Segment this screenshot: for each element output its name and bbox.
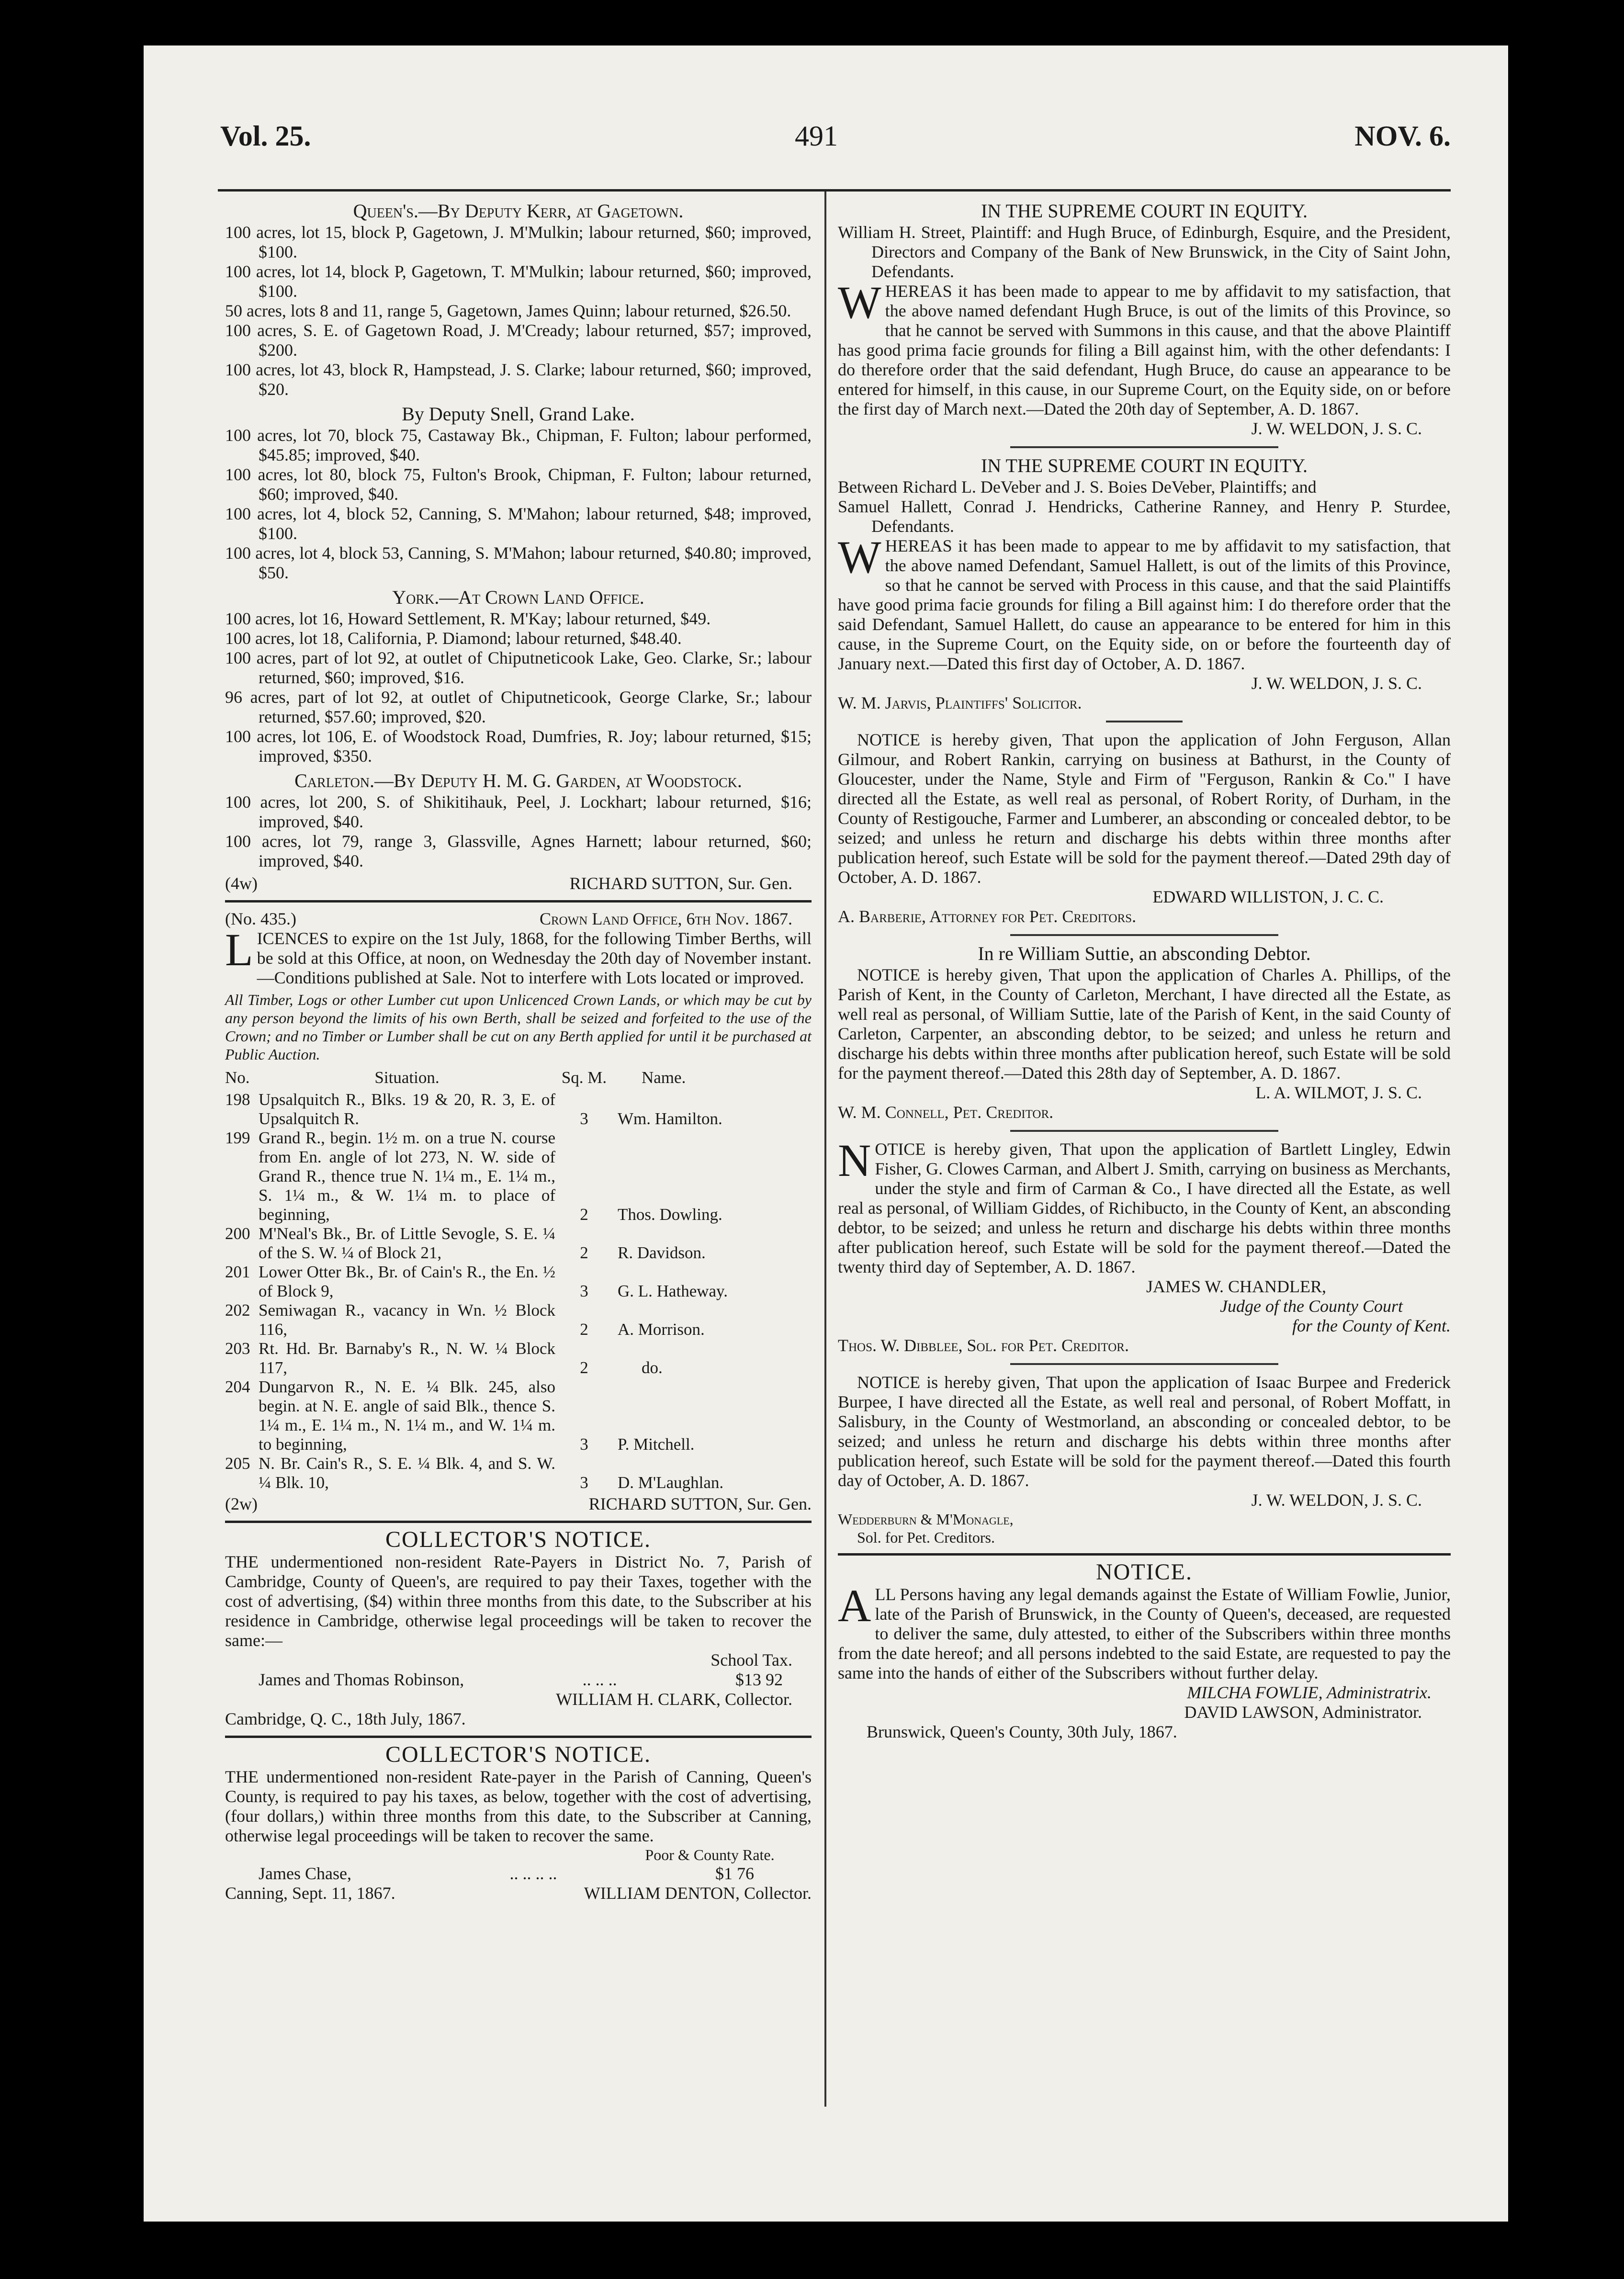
york-list: [225, 609, 812, 766]
row-no: 204: [225, 1377, 250, 1396]
collector1-place: Cambridge, Q. C., 18th July, 1867.: [225, 1709, 466, 1728]
surveyor-signature: [225, 1494, 812, 1514]
collector2-signature: WILLIAM DENTON, Collector.: [584, 1884, 812, 1903]
list-item: 96 acres, part of lot 92, at outlet of Chiputneticook, George Clarke, Sr.; labour returned, $57.60; improved, $20.: [225, 688, 812, 726]
rority-signature: EDWARD WILLISTON, J. C. C.: [1152, 887, 1384, 906]
collector1-signature: WILLIAM H. CLARK, Collector.: [556, 1690, 792, 1709]
fowlie-notice: [838, 1580, 1451, 1683]
col-name: Name.: [642, 1068, 686, 1087]
row-sq: 3: [580, 1109, 588, 1128]
giddes-notice: [838, 1135, 1451, 1277]
equity2-signature: J. W. WELDON, J. S. C.: [1251, 674, 1422, 693]
row-name: P. Mitchell.: [618, 1435, 695, 1454]
row-no: 205: [225, 1454, 250, 1473]
equity2-text: HEREAS it has been made to appear to me by affidavit to my satisfaction, that the above named Defendant, Samuel Hallett, is out of the limits of this Province, so that he cannot be served with Process in this cause, and that the said Plaintiffs have good prima facie grounds for filing a Bill against him: I do therefore order that the said Defendant, Samuel Hallett, do cause an appearance to be entered for him in this cause, in the Supreme Court, on the Equity side, on or before the fourteenth day of January next.—Dated this first day of October, A. D. 1867.: [838, 536, 1451, 673]
row-sq: 2: [580, 1205, 588, 1224]
tax-amount: $1 76: [715, 1864, 754, 1883]
queens-title: Queen's.—By Deputy Kerr, at Gagetown.: [353, 200, 684, 222]
equity1-signature: J. W. WELDON, J. S. C.: [1251, 419, 1422, 438]
suttie-signature: L. A. WILMOT, J. S. C.: [1255, 1083, 1422, 1102]
row-no: 202: [225, 1301, 250, 1320]
fowlie-signature: DAVID LAWSON, Administrator.: [1184, 1703, 1422, 1722]
equity2-defendants: Samuel Hallett, Conrad J. Hendricks, Catherine Ranney, and Henry P. Sturdee, Defendants.: [838, 497, 1451, 536]
collector1-row: [225, 1670, 812, 1690]
table-row: [225, 1263, 812, 1301]
row-situation: M'Neal's Bk., Br. of Little Sevogle, S. E. ¼ of the S. W. ¼ of Block 21,: [259, 1224, 555, 1262]
collector2-footer: [225, 1884, 812, 1903]
collector2-text: THE undermentioned non-resident Rate-payer in the Parish of Canning, Queen's County, is required to pay his taxes, as below, together with the cost of advertising, (four dollars,) within three months from this date, to the Subscriber at Canning, otherwise legal proceedings will be taken to recover the same.: [225, 1767, 812, 1845]
row-name: do.: [642, 1358, 663, 1377]
section-divider: [1010, 1363, 1278, 1365]
giddes-signature-title: for the County of Kent.: [1292, 1316, 1451, 1335]
header-rule: [218, 189, 1451, 192]
drop-cap: L: [225, 924, 253, 975]
suttie-notice: NOTICE is hereby given, That upon the application of Charles A. Phillips, of the Parish of Kent, in the County of Carleton, Merchant, I have directed all the Estate, as well real as personal, of William Suttie, late of the Parish of Kent, in the said County of Carleton, Carpenter, an absconding debtor, to be seized; and unless he return and discharge his debts within three months after publication hereof, such Estate will be sold for the payment thereof.—Dated this 28th day of September, A. D. 1867.: [838, 965, 1451, 1083]
tax-amount: $13 92: [735, 1670, 783, 1689]
row-name: R. Davidson.: [618, 1243, 706, 1262]
row-situation: Grand R., begin. 1½ m. on a true N. course from En. angle of lot 273, N. W. side of Grand R., thence true N. 1¼ m., E. 1¼ m., S. 1¼ m., & W. 1¼ m. to place of beginning,: [259, 1128, 555, 1224]
row-sq: 2: [580, 1320, 588, 1339]
row-sq: 3: [580, 1473, 588, 1492]
notice-number: (No. 435.): [225, 909, 296, 928]
equity2-between: Between Richard L. DeVeber and J. S. Boies DeVeber, Plaintiffs; and: [838, 477, 1317, 496]
row-sq: 3: [580, 1435, 588, 1454]
licences-text: ICENCES to expire on the 1st July, 1868, for the following Timber Berths, will be sold at this Office, at noon, on Wednesday the 20th day of November instant.—Conditions published at Sale. Not to interfere with Lots located or improved.: [257, 929, 812, 987]
equity2-title: IN THE SUPREME COURT IN EQUITY.: [981, 455, 1308, 476]
left-column: [225, 196, 812, 1903]
collector1-title: COLLECTOR'S NOTICE.: [385, 1527, 652, 1552]
snell-title: By Deputy Snell, Grand Lake.: [402, 403, 635, 425]
newspaper-page: [144, 45, 1508, 2222]
row-name: D. M'Laughlan.: [618, 1473, 724, 1492]
equity1-text: HEREAS it has been made to appear to me by affidavit to my satisfaction, that the above named defendant Hugh Bruce, is out of the limits of this Province, so that he cannot be served with Summons in this cause, and that the above Plaintiff has good prima facie grounds for filing a Bill against him, with the other defendants: I do therefore order that the said defendant, Hugh Bruce, do cause an appearance to be entered for himself, in this cause, in our Supreme Court, on the Equity side, on or before the first day of March next.—Dated the 20th day of September, A. D. 1867.: [838, 282, 1451, 418]
row-name: Thos. Dowling.: [618, 1205, 722, 1224]
table-row: [225, 1339, 812, 1377]
equity1-title: IN THE SUPREME COURT IN EQUITY.: [981, 200, 1308, 222]
issue-date: NOV. 6.: [1354, 120, 1451, 152]
col-sq: Sq. M.: [561, 1068, 607, 1087]
collector2-row: [225, 1864, 812, 1884]
timber-berths-table: [225, 1068, 812, 1492]
row-sq: 2: [580, 1358, 588, 1377]
fowlie-title: NOTICE.: [1096, 1559, 1193, 1585]
office-date: Crown Land Office, 6th Nov. 1867.: [539, 909, 792, 928]
collector2-place: Canning, Sept. 11, 1867.: [225, 1884, 395, 1903]
suttie-title: In re William Suttie, an absconding Debtor.: [978, 943, 1311, 964]
section-divider: [838, 1553, 1451, 1556]
right-column: [838, 196, 1451, 1742]
list-item: 100 acres, lot 70, block 75, Castaway Bk., Chipman, F. Fulton; labour performed, $45.85; improved, $40.: [225, 426, 812, 464]
row-situation: Rt. Hd. Br. Barnaby's R., N. W. ¼ Block 117,: [259, 1339, 555, 1377]
list-item: 100 acres, lot 16, Howard Settlement, R. M'Kay; labour returned, $49.: [225, 609, 711, 628]
section-divider: [1010, 446, 1278, 448]
equity2-notice: [838, 531, 1451, 674]
table-row: [225, 1454, 812, 1492]
drop-cap: W: [838, 277, 881, 328]
column-divider: [824, 192, 826, 2107]
list-item: 50 acres, lots 8 and 11, range 5, Gagetown, James Quinn; labour returned, $26.50.: [225, 301, 791, 320]
page-number: 491: [795, 120, 838, 152]
list-item: 100 acres, lot 18, California, P. Diamond; labour returned, $48.40.: [225, 629, 682, 648]
row-no: 200: [225, 1224, 250, 1243]
equity1-notice: [838, 277, 1451, 419]
carleton-list: [225, 792, 812, 871]
fowlie-text: LL Persons having any legal demands against the Estate of William Fowlie, Junior, late of the Parish of Brunswick, in the County of Queen's, deceased, are requested to deliver the same, duly attested, to either of the Subscribers within three months from the date hereof; and all persons indebted to the said Estate, are requested to pay the same into the hands of either of the Subscribers without further delay.: [838, 1585, 1451, 1682]
moffatt-signature: J. W. WELDON, J. S. C.: [1251, 1490, 1422, 1510]
row-no: 199: [225, 1128, 250, 1147]
list-item: 100 acres, part of lot 92, at outlet of Chiputneticook Lake, Geo. Clarke, Sr.; labour returned, $60; improved, $16.: [225, 648, 812, 687]
moffatt-solicitor-role: Sol. for Pet. Creditors.: [857, 1529, 995, 1546]
signature-name: RICHARD SUTTON, Sur. Gen.: [569, 874, 792, 893]
list-item: 100 acres, lot 79, range 3, Glassville, Agnes Harnett; labour returned, $60; improved, $40.: [225, 832, 812, 870]
collector2-title: COLLECTOR'S NOTICE.: [385, 1742, 652, 1767]
insertion-tag: (2w): [225, 1494, 258, 1513]
col-situation: Situation.: [374, 1068, 440, 1087]
row-situation: Dungarvon R., N. E. ¼ Blk. 245, also begin. at N. E. angle of said Blk., thence S. 1¼ m., E. 1¼ m., N. 1¼ m., and W. 1¼ m. to beginning,: [259, 1377, 555, 1454]
section-divider: [225, 1736, 812, 1738]
moffatt-notice: NOTICE is hereby given, That upon the application of Isaac Burpee and Frederick Burpee, I have directed all the Estate, as well real and personal, of Robert Moffatt, in Salisbury, in the County of Westmorland, an absconding or concealed debtor, to be seized; and unless he return and discharge his debts within three months after publication hereof, such Estate will be sold for the payment thereof.—Dated this fourth day of October, A. D. 1867.: [838, 1373, 1451, 1490]
section-divider: [1010, 1130, 1278, 1132]
equity2-solicitor: W. M. Jarvis, Plaintiffs' Solicitor.: [838, 693, 1082, 712]
giddes-signature: JAMES W. CHANDLER,: [1146, 1277, 1326, 1296]
table-row: [225, 1301, 812, 1339]
york-title: York.—At Crown Land Office.: [392, 587, 644, 608]
giddes-solicitor: Thos. W. Dibblee, Sol. for Pet. Creditor.: [838, 1336, 1129, 1355]
payer-name: James Chase,: [259, 1864, 351, 1883]
list-item: 100 acres, lot 106, E. of Woodstock Road, Dumfries, R. Joy; labour returned, $15; improved, $350.: [225, 727, 812, 766]
table-row: [225, 1377, 812, 1454]
row-name: G. L. Hatheway.: [618, 1282, 728, 1300]
collector2-column-label: Poor & County Rate.: [645, 1846, 775, 1863]
row-sq: 3: [580, 1282, 588, 1300]
table-row: [225, 1224, 812, 1263]
collector1-column-label: School Tax.: [710, 1650, 792, 1670]
section-divider: [225, 1521, 812, 1523]
row-situation: Semiwagan R., vacancy in Wn. ½ Block 116,: [259, 1301, 555, 1339]
payer-name: James and Thomas Robinson,: [259, 1670, 464, 1689]
page-header: [220, 120, 1451, 172]
list-item: 100 acres, lot 200, S. of Shikitihauk, Peel, J. Lockhart; labour returned, $16; improved, $40.: [225, 792, 812, 831]
section-divider: [225, 900, 812, 903]
drop-cap: W: [838, 531, 881, 583]
carleton-title: Carleton.—By Deputy H. M. G. Garden, at Woodstock.: [294, 770, 742, 791]
list-item: 100 acres, lot 14, block P, Gagetown, T. M'Mulkin; labour returned, $60; improved, $100.: [225, 262, 812, 301]
list-item: 100 acres, lot 4, block 53, Canning, S. M'Mahon; labour returned, $40.80; improved, $50.: [225, 543, 812, 582]
list-item: 100 acres, lot 43, block R, Hampstead, J. S. Clarke; labour returned, $60; improved, $20.: [225, 360, 812, 399]
row-no: 203: [225, 1339, 250, 1358]
row-situation: Upsalquitch R., Blks. 19 & 20, R. 3, E. of Upsalquitch R.: [259, 1090, 555, 1128]
surveyor-signature: [225, 874, 812, 893]
list-item: 100 acres, lot 15, block P, Gagetown, J. M'Mulkin; labour returned, $60; improved, $100.: [225, 223, 812, 261]
licences-notice: [225, 924, 812, 988]
equity1-parties: William H. Street, Plaintiff: and Hugh Bruce, of Edinburgh, Esquire, and the President, Directors and Company of the Bank of New Brunswick, in the City of Saint John, Defendants.: [838, 223, 1451, 281]
drop-cap: A: [838, 1580, 871, 1631]
crown-office-line: [225, 909, 812, 929]
giddes-text: OTICE is hereby given, That upon the application of Bartlett Lingley, Edwin Fisher, G. Clowes Carman, and Albert J. Smith, carrying on business as Merchants, under the style and firm of Carman & Co., I have directed all the Estate, as well real as personal, of William Giddes, of Richibucto, in the County of Kent, an absconding debtor, to be seized; and unless he return and discharge his debts within three months after publication hereof, such Estate will be sold for the payment thereof.—Dated the twenty third day of September, A. D. 1867.: [838, 1140, 1451, 1276]
volume-label: Vol. 25.: [220, 120, 311, 152]
row-situation: N. Br. Cain's R., S. E. ¼ Blk. 4, and S. W. ¼ Blk. 10,: [259, 1454, 555, 1492]
leader-dots: .. .. .. ..: [509, 1864, 557, 1883]
row-situation: Lower Otter Bk., Br. of Cain's R., the En. ½ of Block 9,: [259, 1263, 555, 1300]
drop-cap: N: [838, 1135, 871, 1186]
insertion-tag: (4w): [225, 874, 258, 893]
fowlie-signature: MILCHA FOWLIE, Administratrix.: [1187, 1683, 1432, 1702]
fowlie-place: Brunswick, Queen's County, 30th July, 1867.: [867, 1722, 1177, 1741]
row-name: A. Morrison.: [618, 1320, 705, 1339]
row-no: 201: [225, 1263, 250, 1281]
table-row: [225, 1128, 812, 1224]
moffatt-solicitor: Wedderburn & M'Monagle,: [838, 1511, 1014, 1528]
row-no: 198: [225, 1090, 250, 1109]
leader-dots: .. .. ..: [582, 1670, 617, 1689]
collector1-text: THE undermentioned non-resident Rate-Payers in District No. 7, Parish of Cambridge, County of Queen's, are required to pay their Taxes, together with the cost of advertising, ($4) within three months from this date, to the Subscriber at his residence in Cambridge, otherwise legal proceedings will be taken to recover the same:—: [225, 1552, 812, 1650]
section-divider: [1010, 934, 1278, 936]
list-item: 100 acres, lot 80, block 75, Fulton's Brook, Chipman, F. Fulton; labour returned, $60; improved, $40.: [225, 465, 812, 504]
list-item: 100 acres, S. E. of Gagetown Road, J. M'Cready; labour returned, $57; improved, $200.: [225, 321, 812, 360]
list-item: 100 acres, lot 4, block 52, Canning, S. M'Mahon; labour returned, $48; improved, $100.: [225, 504, 812, 543]
giddes-signature-title: Judge of the County Court: [1220, 1297, 1403, 1316]
snell-list: [225, 426, 812, 583]
suttie-creditor: W. M. Connell, Pet. Creditor.: [838, 1103, 1054, 1122]
section-divider: [1106, 721, 1183, 722]
row-sq: 2: [580, 1243, 588, 1262]
table-row: [225, 1090, 812, 1128]
queens-list: [225, 223, 812, 399]
col-no: No.: [225, 1068, 250, 1087]
timber-warning: All Timber, Logs or other Lumber cut upon Unlicenced Crown Lands, or which may be cut by any person beyond the limits of his own Berth, shall be seized and forfeited to the use of the Crown; and no Timber or Lumber shall be cut on any Berth applied for until it be purchased at Public Auction.: [225, 991, 812, 1063]
rority-notice: NOTICE is hereby given, That upon the application of John Ferguson, Allan Gilmour, and Robert Rankin, carrying on business at Bathurst, in the County of Gloucester, under the Name, Style and Firm of "Ferguson, Rankin & Co." I have directed all the Estate, as well real as personal, of Robert Rority, of Durham, in the County of Restigouche, Farmer and Lumberer, an absconding or concealed debtor, to be seized; and unless he return and discharge his debts within three months after publication hereof, such Estate will be sold for the payment thereof.—Dated 29th day of October, A. D. 1867.: [838, 730, 1451, 887]
table-header: [225, 1068, 812, 1090]
row-name: Wm. Hamilton.: [618, 1109, 722, 1128]
rority-attorney: A. Barberie, Attorney for Pet. Creditors.: [838, 907, 1137, 926]
signature-name: RICHARD SUTTON, Sur. Gen.: [588, 1494, 812, 1513]
